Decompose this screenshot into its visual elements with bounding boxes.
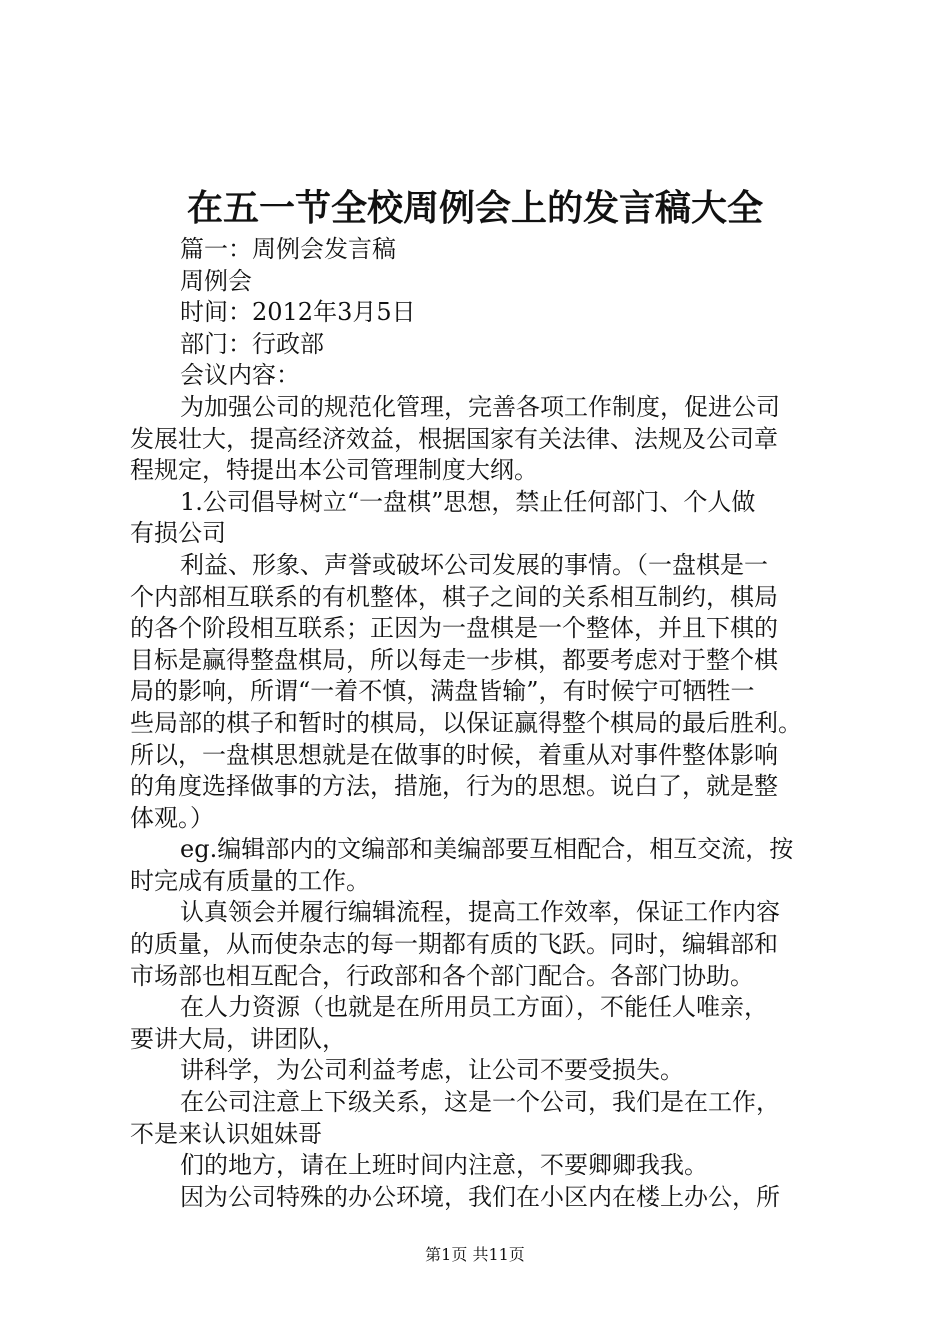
text-line: 局的影响，所谓“一着不慎，满盘皆输”，有时候宁可牺牲一 <box>130 677 755 706</box>
text-line: 个内部相互联系的有机整体，棋子之间的关系相互制约，棋局 <box>130 582 778 611</box>
text-line: 会议内容： <box>180 361 300 390</box>
text-line: 部门：行政部 <box>180 329 324 358</box>
text-line: eg.编辑部内的文编部和美编部要互相配合，相互交流，按 <box>180 835 794 864</box>
page-footer: 第1页 共11页 <box>425 1245 525 1264</box>
text-line: 有损公司 <box>130 519 226 548</box>
text-line: 的各个阶段相互联系；正因为一盘棋是一个整体，并且下棋的 <box>130 614 778 643</box>
text-line: 目标是赢得整盘棋局，所以每走一步棋，都要考虑对于整个棋 <box>130 645 778 674</box>
text-line: 为加强公司的规范化管理，完善各项工作制度，促进公司 <box>180 392 780 421</box>
text-line: 些局部的棋子和暂时的棋局，以保证赢得整个棋局的最后胜利。 <box>130 708 802 737</box>
text-line: 讲科学，为公司利益考虑，让公司不要受损失。 <box>180 1056 684 1085</box>
text-line: 认真领会并履行编辑流程，提高工作效率，保证工作内容 <box>180 898 780 927</box>
text-line: 不是来认识姐妹哥 <box>130 1119 322 1148</box>
text-line: 市场部也相互配合，行政部和各个部门配合。各部门协助。 <box>130 961 754 990</box>
text-line: 时间：2012年3月5日 <box>180 298 416 327</box>
text-line: 时完成有质量的工作。 <box>130 866 370 895</box>
text-line: 的质量，从而使杂志的每一期都有质的飞跃。同时，编辑部和 <box>130 930 778 959</box>
text-line: 发展壮大，提高经济效益，根据国家有关法律、法规及公司章 <box>130 424 778 453</box>
document-title: 在五一节全校周例会上的发言稿大全 <box>186 187 763 229</box>
text-line: 1.公司倡导树立“一盘棋”思想，禁止任何部门、个人做 <box>180 487 756 516</box>
text-line: 利益、形象、声誉或破坏公司发展的事情。（一盘棋是一 <box>180 550 768 579</box>
text-line: 体观。） <box>130 803 214 832</box>
text-line: 所以，一盘棋思想就是在做事的时候，着重从对事件整体影响 <box>130 740 778 769</box>
document-body <box>130 234 830 1213</box>
text-line: 的角度选择做事的方法，措施，行为的思想。说白了，就是整 <box>130 772 778 801</box>
text-line: 篇一：周例会发言稿 <box>180 235 396 263</box>
text-line: 程规定，特提出本公司管理制度大纲。 <box>130 456 538 485</box>
text-line: 在公司注意上下级关系，这是一个公司，我们是在工作， <box>180 1088 780 1117</box>
text-line: 要讲大局，讲团队， <box>130 1024 346 1053</box>
text-line: 因为公司特殊的办公环境，我们在小区内在楼上办公，所 <box>180 1182 780 1211</box>
text-line: 周例会 <box>180 266 252 295</box>
text-line: 们的地方，请在上班时间内注意，不要卿卿我我。 <box>180 1151 708 1180</box>
text-line: 在人力资源（也就是在所用员工方面），不能任人唯亲， <box>180 993 768 1022</box>
